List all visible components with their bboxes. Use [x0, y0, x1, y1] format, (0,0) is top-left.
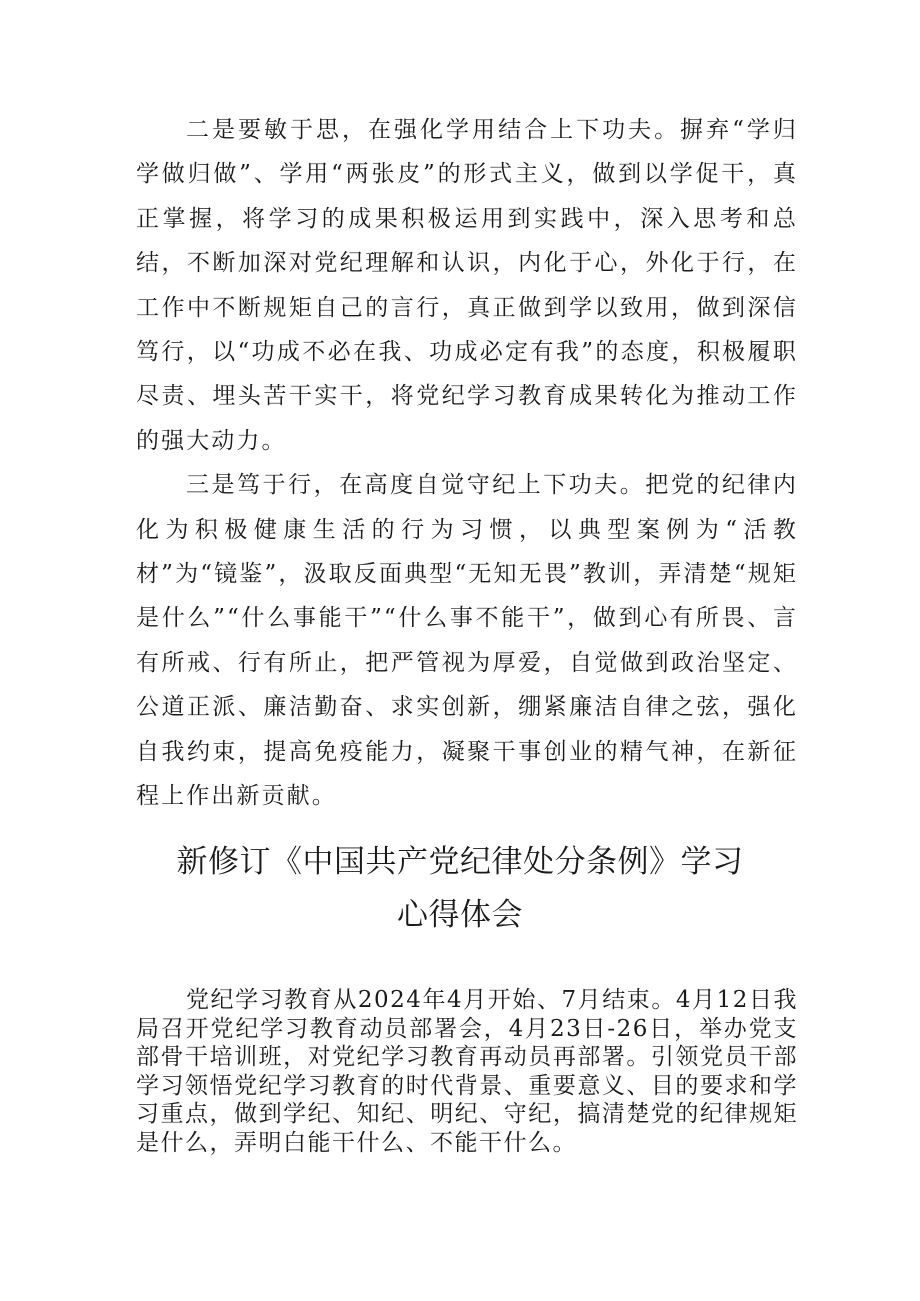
article-title-line-2: 心得体会	[397, 897, 523, 933]
article-title	[100, 836, 820, 942]
article-title-line-1: 新修订《中国共产党纪律处分条例》学习	[176, 844, 744, 880]
paragraph-intro: 党纪学习教育从2024年4月开始、7月结束。4月12日我局召开党纪学习教育动员部署会，4月23日-26日，举办党支部骨干培训班，对党纪学习教育再动员再部署。引领党员干部学习领悟党纪学习教育的时代背景、重要意义、目的要求和学习重点，做到学纪、知纪、明纪、守纪，搞清楚党的纪律规矩是什么，弄明白能干什么、不能干什么。	[136, 987, 798, 1156]
previous-article-section	[136, 108, 798, 819]
paragraph-act: 三是笃于行，在高度自觉守纪上下功夫。把党的纪律内化为积极健康生活的行为习惯，以典型案例为“活教材”为“镜鉴”，汲取反面典型“无知无畏”教训，弄清楚“规矩是什么”“什么事能干”“什么事不能干”，做到心有所畏、言有所戒、行有所止，把严管视为厚爱，自觉做到政治坚定、公道正派、廉洁勤奋、求实创新，绷紧廉洁自律之弦，强化自我约束，提高免疫能力，凝聚干事创业的精气神，在新征程上作出新贡献。	[136, 472, 798, 810]
article-body	[136, 986, 798, 1157]
paragraph-think: 二是要敏于思，在强化学用结合上下功夫。摒弃“学归学做归做”、学用“两张皮”的形式主义，做到以学促干，真正掌握，将学习的成果积极运用到实践中，深入思考和总结，不断加深对党纪理解和认识，内化于心，外化于行，在工作中不断规矩自己的言行，真正做到学以致用，做到深信笃行，以“功成不必在我、功成必定有我”的态度，积极履职尽责、埋头苦干实干，将党纪学习教育成果转化为推动工作的强大动力。	[136, 117, 798, 454]
